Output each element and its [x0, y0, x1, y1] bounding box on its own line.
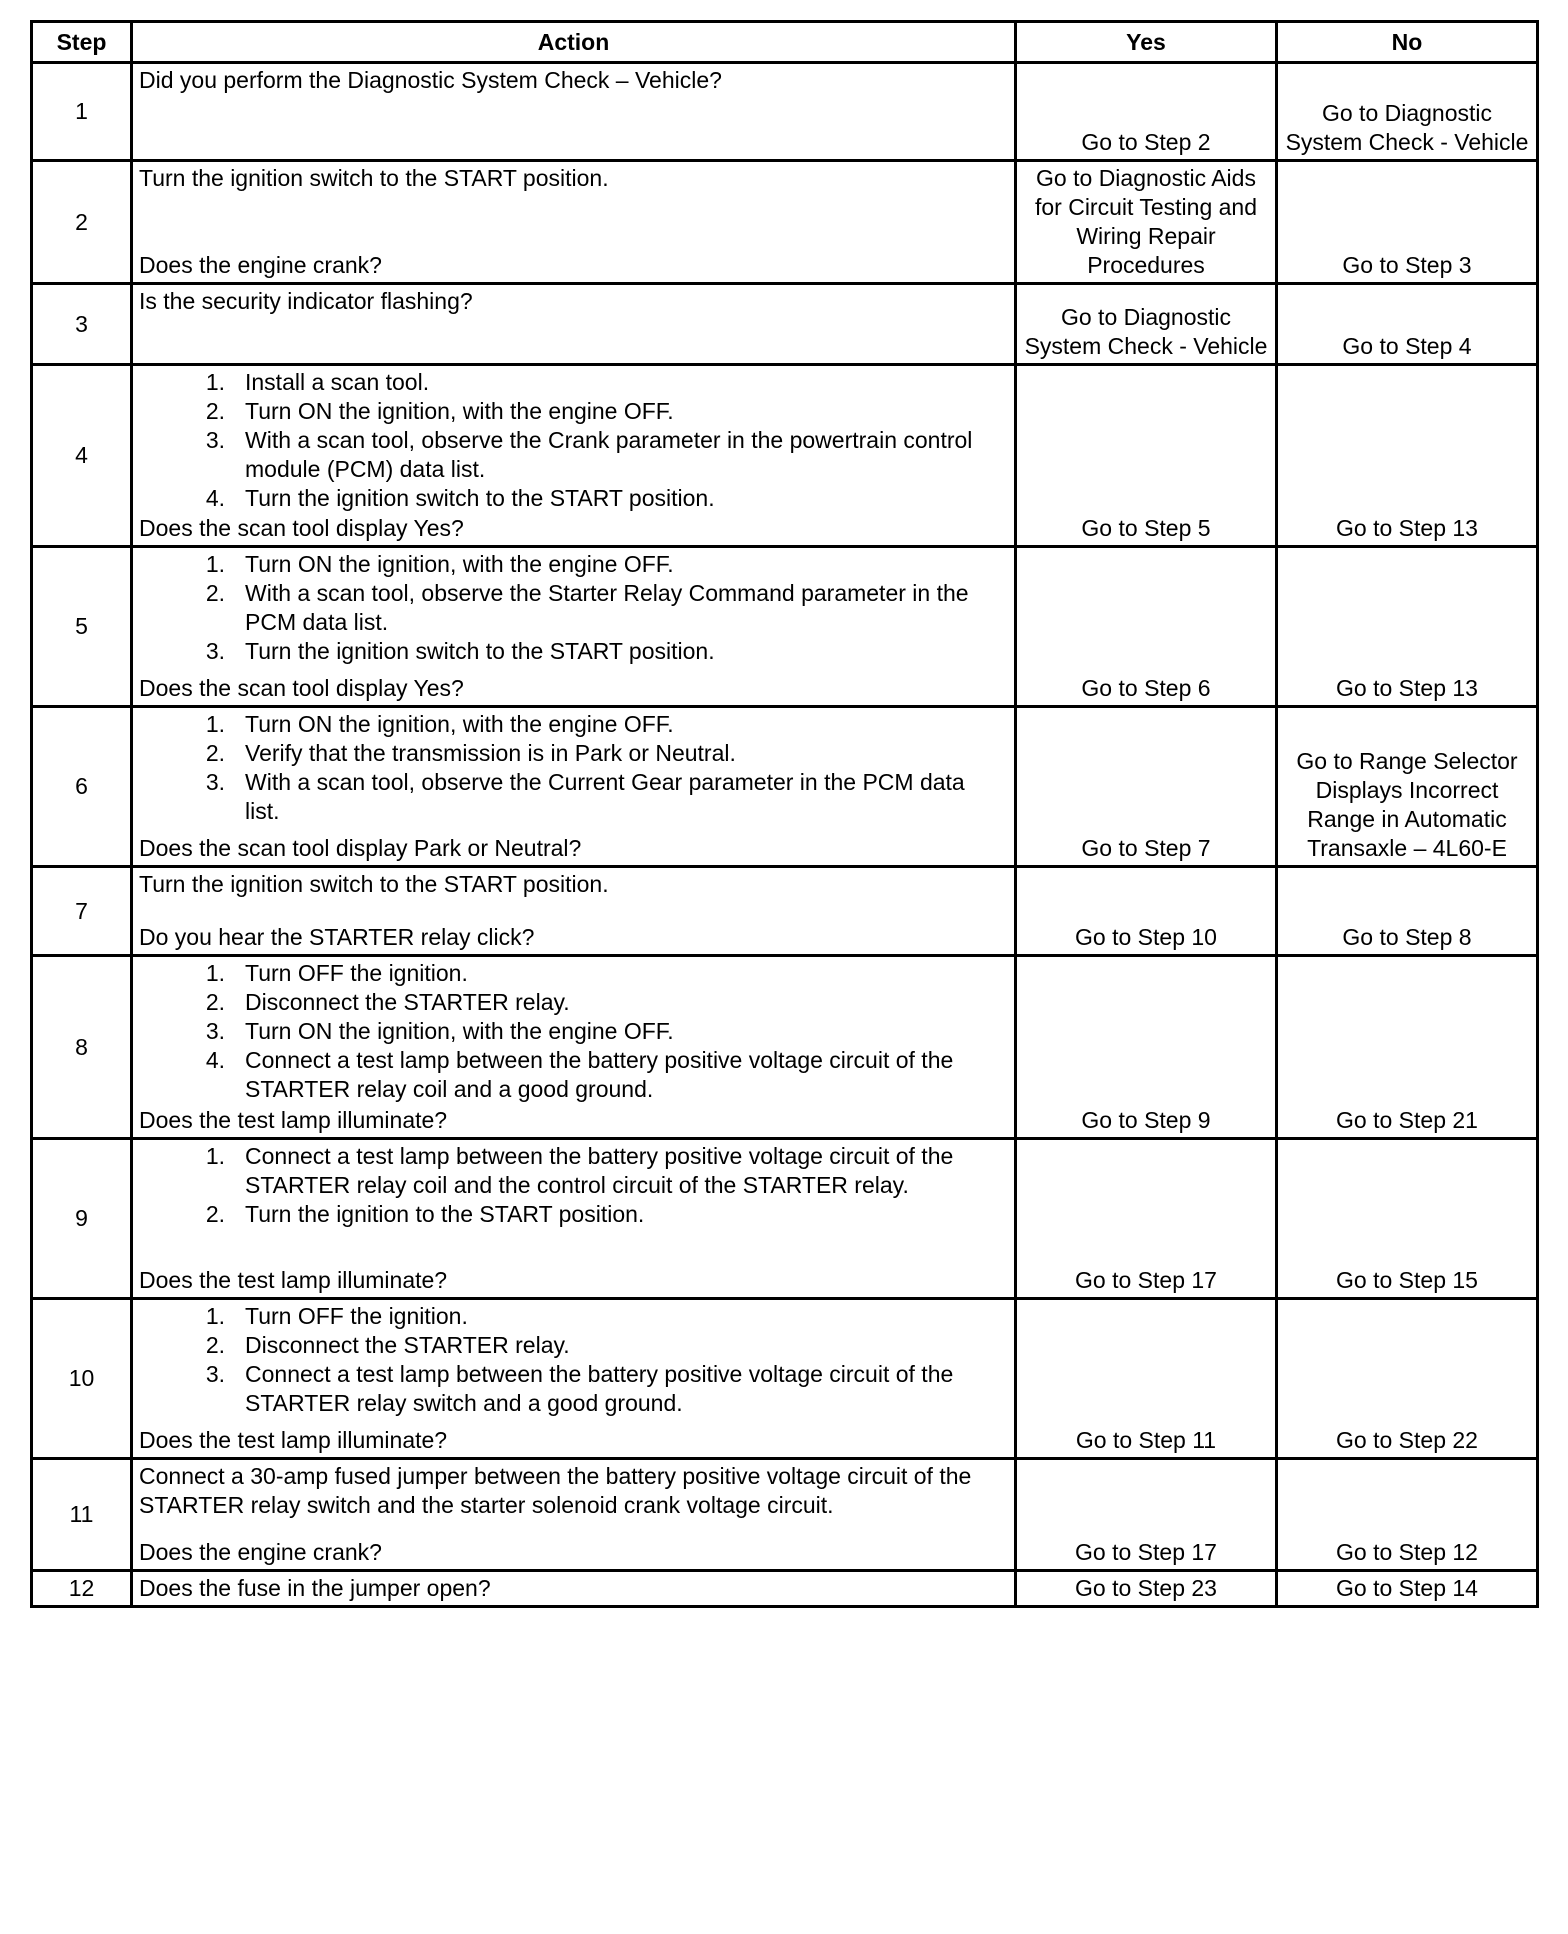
- action-text: Turn the ignition switch to the START position.: [139, 871, 609, 897]
- header-no: No: [1277, 22, 1538, 63]
- substep-list: [139, 959, 1008, 1104]
- substep-number: 1.: [205, 551, 225, 577]
- substep-number: 1.: [205, 960, 225, 986]
- action-text: Does the fuse in the jumper open?: [139, 1575, 491, 1601]
- substep-text: Disconnect the STARTER relay.: [245, 989, 570, 1015]
- substep-item: [139, 1200, 1008, 1229]
- no-result: Go to Step 4: [1277, 284, 1538, 365]
- no-result: Go to Step 13: [1277, 365, 1538, 547]
- action-text: Is the security indicator flashing?: [139, 288, 473, 314]
- action-cell: [132, 1571, 1016, 1607]
- step-number: 4: [32, 365, 132, 547]
- action-content: [139, 1462, 1008, 1567]
- yes-result: Go to Step 2: [1016, 63, 1277, 161]
- step-number: 9: [32, 1139, 132, 1299]
- diagnostic-table: [30, 20, 1539, 1608]
- substep-text: With a scan tool, observe the Crank parameter in the powertrain control module (PCM) data list.: [245, 427, 973, 482]
- action-question: Does the test lamp illuminate?: [139, 1267, 448, 1293]
- table-row: [32, 1459, 1538, 1571]
- action-content: [139, 1142, 1008, 1295]
- action-instructions: [139, 1142, 1008, 1229]
- yes-result: Go to Step 10: [1016, 867, 1277, 956]
- action-instructions: [139, 287, 1008, 316]
- substep-item: [139, 739, 1008, 768]
- step-number: 7: [32, 867, 132, 956]
- table-row: [32, 1139, 1538, 1299]
- no-result: Go to Range Selector Displays Incorrect Range in Automatic Transaxle – 4L60-E: [1277, 707, 1538, 867]
- yes-result: Go to Step 9: [1016, 956, 1277, 1139]
- substep-text: Turn ON the ignition, with the engine OFF.: [245, 398, 674, 424]
- action-content: [139, 870, 1008, 952]
- action-content: [139, 1574, 1008, 1603]
- no-result: Go to Step 12: [1277, 1459, 1538, 1571]
- substep-item: [139, 579, 1008, 637]
- substep-number: 2.: [205, 740, 225, 766]
- action-cell: [132, 63, 1016, 161]
- action-instructions: [139, 1462, 1008, 1520]
- action-text: Did you perform the Diagnostic System Check – Vehicle?: [139, 67, 722, 93]
- substep-number: 3.: [205, 427, 225, 453]
- substep-number: 2.: [205, 989, 225, 1015]
- substep-number: 3.: [205, 1018, 225, 1044]
- action-content: [139, 550, 1008, 703]
- table-row: [32, 956, 1538, 1139]
- yes-result: Go to Step 7: [1016, 707, 1277, 867]
- table-body: [32, 63, 1538, 1607]
- action-text: Connect a 30-amp fused jumper between the battery positive voltage circuit of the STARTER relay switch and the starter solenoid crank voltage circuit.: [139, 1463, 978, 1518]
- substep-number: 4.: [205, 485, 225, 511]
- action-cell: [132, 956, 1016, 1139]
- action-instructions: [139, 1574, 1008, 1603]
- action-question: Do you hear the STARTER relay click?: [139, 924, 535, 950]
- substep-item: [139, 637, 1008, 666]
- action-cell: [132, 1459, 1016, 1571]
- action-question: Does the scan tool display Yes?: [139, 675, 464, 701]
- step-number: 5: [32, 547, 132, 707]
- substep-text: Connect a test lamp between the battery positive voltage circuit of the STARTER relay switch and a good ground.: [245, 1361, 954, 1416]
- action-cell: [132, 867, 1016, 956]
- yes-result: Go to Step 11: [1016, 1299, 1277, 1459]
- step-number: 3: [32, 284, 132, 365]
- action-instructions: [139, 164, 1008, 193]
- header-row: [32, 22, 1538, 63]
- step-number: 1: [32, 63, 132, 161]
- action-content: [139, 959, 1008, 1135]
- action-question: Does the engine crank?: [139, 1539, 382, 1565]
- step-number: 6: [32, 707, 132, 867]
- action-question: Does the scan tool display Park or Neutral?: [139, 835, 582, 861]
- substep-item: [139, 397, 1008, 426]
- substep-number: 2.: [205, 398, 225, 424]
- step-number: 8: [32, 956, 132, 1139]
- yes-result: Go to Step 5: [1016, 365, 1277, 547]
- substep-text: Turn the ignition switch to the START position.: [245, 485, 715, 511]
- action-cell: [132, 161, 1016, 284]
- substep-number: 1.: [205, 711, 225, 737]
- action-instructions: [139, 368, 1008, 513]
- substep-number: 3.: [205, 638, 225, 664]
- action-text: Turn the ignition switch to the START position.: [139, 165, 609, 191]
- substep-number: 3.: [205, 769, 225, 795]
- no-result: Go to Step 3: [1277, 161, 1538, 284]
- action-instructions: [139, 66, 1008, 95]
- action-content: [139, 710, 1008, 863]
- yes-result: Go to Diagnostic System Check - Vehicle: [1016, 284, 1277, 365]
- header-step: Step: [32, 22, 132, 63]
- action-cell: [132, 1299, 1016, 1459]
- substep-text: With a scan tool, observe the Current Gear parameter in the PCM data list.: [245, 769, 965, 824]
- substep-text: Turn ON the ignition, with the engine OFF.: [245, 711, 674, 737]
- table-row: [32, 867, 1538, 956]
- header-action: Action: [132, 22, 1016, 63]
- no-result: Go to Diagnostic System Check - Vehicle: [1277, 63, 1538, 161]
- step-number: 10: [32, 1299, 132, 1459]
- substep-number: 3.: [205, 1361, 225, 1387]
- action-question: Does the test lamp illuminate?: [139, 1107, 448, 1133]
- substep-list: [139, 1302, 1008, 1418]
- substep-text: Turn ON the ignition, with the engine OFF.: [245, 551, 674, 577]
- substep-text: Connect a test lamp between the battery positive voltage circuit of the STARTER relay coil and a good ground.: [245, 1047, 954, 1102]
- substep-item: [139, 1302, 1008, 1331]
- action-instructions: [139, 959, 1008, 1104]
- step-number: 2: [32, 161, 132, 284]
- substep-item: [139, 1046, 1008, 1104]
- no-result: Go to Step 21: [1277, 956, 1538, 1139]
- substep-number: 2.: [205, 1332, 225, 1358]
- yes-result: Go to Diagnostic Aids for Circuit Testing and Wiring Repair Procedures: [1016, 161, 1277, 284]
- substep-number: 2.: [205, 580, 225, 606]
- action-instructions: [139, 870, 1008, 899]
- action-content: [139, 1302, 1008, 1455]
- substep-text: Verify that the transmission is in Park or Neutral.: [245, 740, 736, 766]
- action-cell: [132, 1139, 1016, 1299]
- action-question: Does the scan tool display Yes?: [139, 515, 464, 541]
- action-instructions: [139, 710, 1008, 826]
- table-row: [32, 284, 1538, 365]
- substep-text: Install a scan tool.: [245, 369, 430, 395]
- substep-list: [139, 550, 1008, 666]
- substep-item: [139, 1360, 1008, 1418]
- yes-result: Go to Step 23: [1016, 1571, 1277, 1607]
- table-row: [32, 1299, 1538, 1459]
- substep-item: [139, 1331, 1008, 1360]
- action-question: Does the test lamp illuminate?: [139, 1427, 448, 1453]
- action-cell: [132, 547, 1016, 707]
- action-question: Does the engine crank?: [139, 252, 382, 278]
- yes-result: Go to Step 17: [1016, 1139, 1277, 1299]
- substep-item: [139, 1142, 1008, 1200]
- substep-text: Turn the ignition to the START position.: [245, 1201, 645, 1227]
- no-result: Go to Step 8: [1277, 867, 1538, 956]
- substep-item: [139, 710, 1008, 739]
- table-row: [32, 547, 1538, 707]
- no-result: Go to Step 22: [1277, 1299, 1538, 1459]
- substep-number: 1.: [205, 1303, 225, 1329]
- substep-list: [139, 368, 1008, 513]
- substep-item: [139, 959, 1008, 988]
- substep-number: 1.: [205, 369, 225, 395]
- action-content: [139, 368, 1008, 543]
- no-result: Go to Step 13: [1277, 547, 1538, 707]
- header-yes: Yes: [1016, 22, 1277, 63]
- substep-item: [139, 484, 1008, 513]
- substep-text: Turn ON the ignition, with the engine OFF.: [245, 1018, 674, 1044]
- table-row: [32, 365, 1538, 547]
- step-number: 11: [32, 1459, 132, 1571]
- substep-text: With a scan tool, observe the Starter Relay Command parameter in the PCM data list.: [245, 580, 969, 635]
- yes-result: Go to Step 17: [1016, 1459, 1277, 1571]
- table-row: [32, 1571, 1538, 1607]
- substep-item: [139, 1017, 1008, 1046]
- action-content: [139, 287, 1008, 361]
- substep-text: Turn OFF the ignition.: [245, 960, 468, 986]
- yes-result: Go to Step 6: [1016, 547, 1277, 707]
- action-cell: [132, 365, 1016, 547]
- action-cell: [132, 284, 1016, 365]
- substep-number: 4.: [205, 1047, 225, 1073]
- table-row: [32, 63, 1538, 161]
- action-content: [139, 164, 1008, 280]
- action-instructions: [139, 1302, 1008, 1418]
- substep-list: [139, 710, 1008, 826]
- no-result: Go to Step 15: [1277, 1139, 1538, 1299]
- table-row: [32, 161, 1538, 284]
- substep-item: [139, 368, 1008, 397]
- action-content: [139, 66, 1008, 157]
- no-result: Go to Step 14: [1277, 1571, 1538, 1607]
- substep-item: [139, 426, 1008, 484]
- table-row: [32, 707, 1538, 867]
- action-cell: [132, 707, 1016, 867]
- substep-text: Connect a test lamp between the battery positive voltage circuit of the STARTER relay coil and the control circuit of the STARTER relay.: [245, 1143, 954, 1198]
- action-instructions: [139, 550, 1008, 666]
- substep-number: 2.: [205, 1201, 225, 1227]
- step-number: 12: [32, 1571, 132, 1607]
- substep-item: [139, 550, 1008, 579]
- substep-number: 1.: [205, 1143, 225, 1169]
- substep-text: Turn the ignition switch to the START position.: [245, 638, 715, 664]
- substep-text: Disconnect the STARTER relay.: [245, 1332, 570, 1358]
- substep-text: Turn OFF the ignition.: [245, 1303, 468, 1329]
- substep-item: [139, 768, 1008, 826]
- substep-list: [139, 1142, 1008, 1229]
- substep-item: [139, 988, 1008, 1017]
